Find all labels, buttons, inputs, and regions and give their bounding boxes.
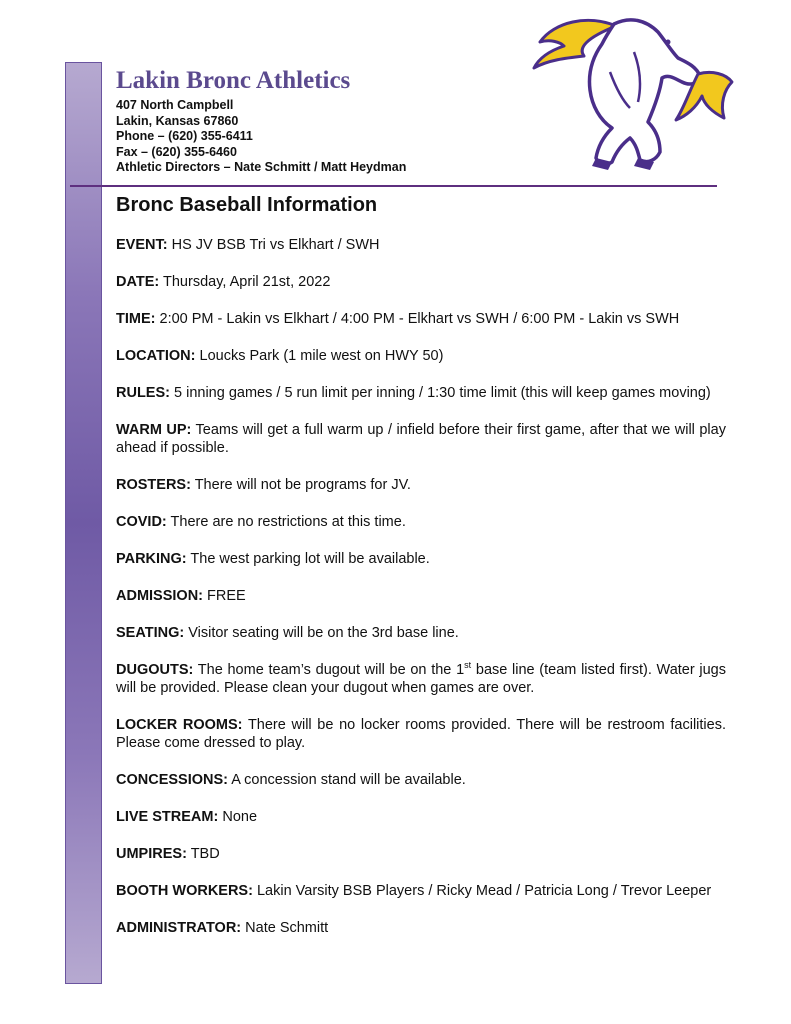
- field-label: DATE:: [116, 274, 160, 290]
- field-live-stream: [116, 808, 726, 826]
- field-event: [116, 236, 726, 254]
- field-value-part1: The home team’s dugout will be on the 1: [197, 662, 465, 678]
- field-covid: [116, 513, 726, 531]
- field-label: LOCKER ROOMS:: [116, 717, 243, 733]
- address-line-2: Lakin, Kansas 67860: [116, 113, 239, 128]
- field-value: There will be no locker rooms provided. There will be restroom facilities. Please come dressed to play.: [116, 717, 726, 751]
- field-label: ADMINISTRATOR:: [116, 920, 242, 936]
- field-value: Lakin Varsity BSB Players / Ricky Mead / Patricia Long / Trevor Leeper: [256, 883, 712, 899]
- field-value: Nate Schmitt: [245, 920, 329, 936]
- field-value: HS JV BSB Tri vs Elkhart / SWH: [171, 237, 380, 253]
- field-value: The west parking lot will be available.: [190, 551, 430, 567]
- field-concessions: [116, 771, 726, 789]
- fax-number: Fax – (620) 355-6460: [116, 144, 237, 159]
- document-body: [116, 193, 726, 956]
- phone-number: Phone – (620) 355-6411: [116, 129, 253, 143]
- address-line-1: 407 North Campbell: [116, 98, 234, 112]
- field-value: There will not be programs for JV.: [194, 477, 411, 493]
- field-label: WARM UP:: [116, 422, 192, 438]
- field-location: [116, 347, 726, 365]
- field-label: CONCESSIONS:: [116, 772, 228, 788]
- field-admission: [116, 587, 726, 605]
- field-label: LOCATION:: [116, 348, 196, 364]
- field-administrator: [116, 919, 726, 937]
- field-booth-workers: [116, 882, 726, 900]
- field-label: UMPIRES:: [116, 846, 187, 862]
- field-rules: [116, 384, 726, 402]
- sidebar-accent-bar: [65, 62, 102, 984]
- field-label: RULES:: [116, 385, 170, 401]
- field-value: TBD: [190, 846, 220, 862]
- field-label: ROSTERS:: [116, 477, 191, 493]
- field-value: None: [222, 809, 258, 825]
- field-label: COVID:: [116, 514, 167, 530]
- field-label: TIME:: [116, 311, 156, 327]
- field-label: SEATING:: [116, 625, 185, 641]
- field-label: BOOTH WORKERS:: [116, 883, 253, 899]
- field-warm-up: [116, 421, 726, 457]
- field-value: 5 inning games / 5 run limit per inning / 1:30 time limit (this will keep games moving): [174, 385, 711, 401]
- field-label: DUGOUTS:: [116, 662, 194, 678]
- field-value: A concession stand will be available.: [231, 772, 466, 788]
- bronco-mascot-logo: [526, 12, 734, 172]
- field-dugouts: [116, 661, 726, 697]
- field-label: PARKING:: [116, 551, 187, 567]
- field-parking: [116, 550, 726, 568]
- document-title: Bronc Baseball Information: [116, 194, 378, 216]
- field-rosters: [116, 476, 726, 494]
- field-label: EVENT:: [116, 237, 168, 253]
- field-value: FREE: [207, 588, 246, 604]
- header-divider: [70, 185, 717, 187]
- field-value: There are no restrictions at this time.: [170, 514, 406, 530]
- field-value: Loucks Park (1 mile west on HWY 50): [199, 348, 444, 364]
- field-value: Visitor seating will be on the 3rd base line.: [188, 625, 459, 641]
- field-date: [116, 273, 726, 291]
- field-value-part2: base line (team listed first). Water jugs will be provided. Please clean your dugout when games are over.: [116, 662, 726, 696]
- field-time: [116, 310, 726, 328]
- field-seating: [116, 624, 726, 642]
- athletic-directors: Athletic Directors – Nate Schmitt / Matt Heydman: [116, 160, 407, 174]
- field-locker-rooms: [116, 716, 726, 752]
- field-umpires: [116, 845, 726, 863]
- ordinal-suffix: st: [464, 660, 472, 671]
- field-value: Thursday, April 21st, 2022: [163, 274, 331, 290]
- letterhead: [116, 66, 406, 176]
- field-value: Teams will get a full warm up / infield before their first game, after that we will play ahead if possible.: [116, 422, 726, 456]
- field-label: LIVE STREAM:: [116, 809, 219, 825]
- field-value: 2:00 PM - Lakin vs Elkhart / 4:00 PM - Elkhart vs SWH / 6:00 PM - Lakin vs SWH: [159, 311, 680, 327]
- org-name: Lakin Bronc Athletics: [116, 67, 351, 94]
- field-label: ADMISSION:: [116, 588, 203, 604]
